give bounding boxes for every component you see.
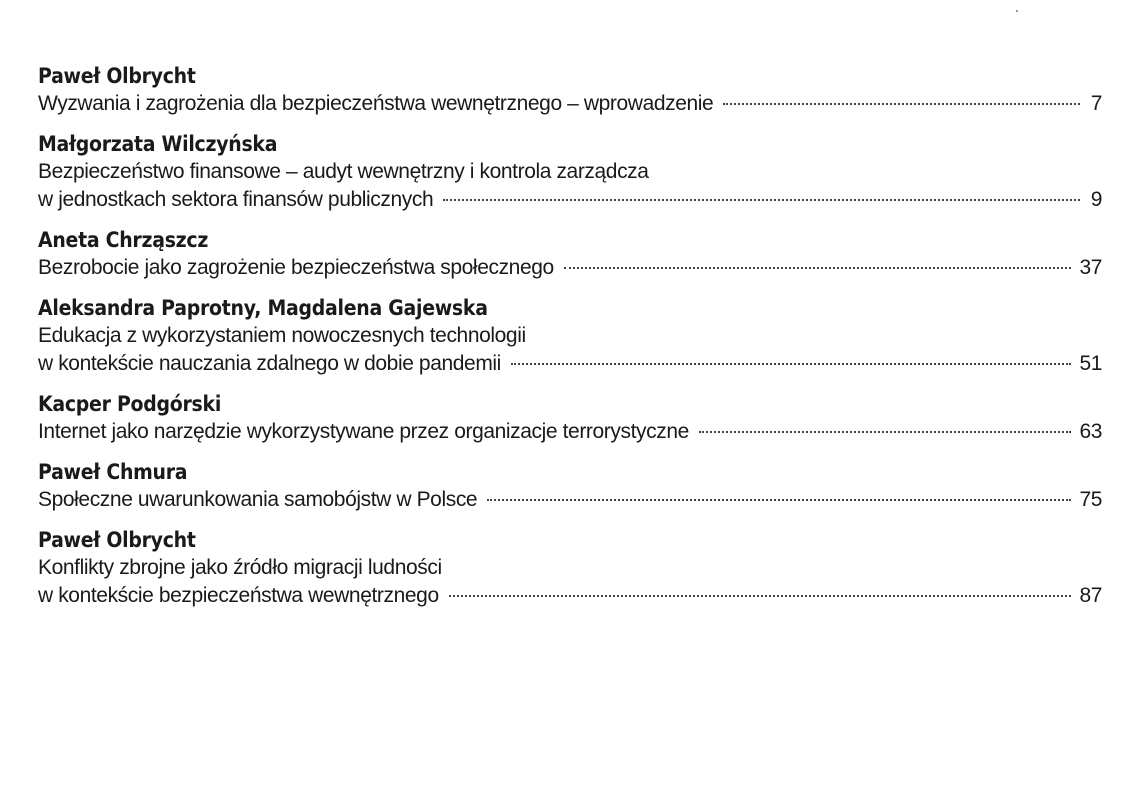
entry-title-line — [38, 90, 1102, 118]
toc-entry — [38, 458, 1102, 514]
dot-leader — [564, 267, 1072, 269]
scan-speck — [1016, 10, 1018, 12]
dot-leader — [443, 199, 1080, 201]
toc-entry — [38, 226, 1102, 282]
entry-title: Internet jako narzędzie wykorzystywane przez organizacje terrorystyczne — [38, 420, 689, 443]
toc-entry — [38, 62, 1102, 118]
entry-author: Paweł Chmura — [38, 460, 188, 484]
page-number: 37 — [1079, 256, 1102, 279]
entry-title-line — [38, 582, 1102, 610]
entry-title: Bezpieczeństwo finansowe – audyt wewnętrzny i kontrola zarządcza — [38, 160, 649, 183]
entry-title: Edukacja z wykorzystaniem nowoczesnych technologii — [38, 324, 526, 347]
dot-leader — [511, 363, 1071, 365]
entry-author: Aleksandra Paprotny, Magdalena Gajewska — [38, 296, 488, 320]
entry-title: w kontekście nauczania zdalnego w dobie pandemii — [38, 352, 501, 375]
entry-author: Paweł Olbrycht — [38, 528, 196, 552]
toc-entry — [38, 390, 1102, 446]
toc-entry — [38, 294, 1102, 378]
page-number: 75 — [1079, 488, 1102, 511]
entry-title: Wyzwania i zagrożenia dla bezpieczeństwa wewnętrznego – wprowadzenie — [38, 92, 714, 115]
entry-title-line — [38, 350, 1102, 378]
dot-leader — [487, 499, 1071, 501]
entry-author: Małgorzata Wilczyńska — [38, 132, 278, 156]
entry-author: Kacper Podgórski — [38, 392, 222, 416]
entry-title-line — [38, 254, 1102, 282]
entry-title: w jednostkach sektora finansów publicznych — [38, 188, 434, 211]
page-number: 9 — [1090, 188, 1102, 211]
entry-title-line — [38, 486, 1102, 514]
entry-author: Paweł Olbrycht — [38, 64, 196, 88]
dot-leader — [449, 595, 1072, 597]
entry-title: Społeczne uwarunkowania samobójstw w Polsce — [38, 488, 478, 511]
table-of-contents — [38, 62, 1102, 622]
entry-title: w kontekście bezpieczeństwa wewnętrznego — [38, 584, 439, 607]
page-number: 63 — [1079, 420, 1102, 443]
dot-leader — [699, 431, 1072, 433]
entry-title: Konflikty zbrojne jako źródło migracji ludności — [38, 556, 442, 579]
page-number: 87 — [1079, 584, 1102, 607]
entry-author: Aneta Chrząszcz — [38, 228, 209, 252]
dot-leader — [723, 103, 1080, 105]
page-number: 51 — [1079, 352, 1102, 375]
toc-entry — [38, 130, 1102, 214]
entry-title-line — [38, 322, 1102, 350]
entry-title-line — [38, 418, 1102, 446]
page-number: 7 — [1090, 92, 1102, 115]
toc-entry — [38, 526, 1102, 610]
entry-title-line — [38, 158, 1102, 186]
entry-title: Bezrobocie jako zagrożenie bezpieczeństwa społecznego — [38, 256, 554, 279]
entry-title-line — [38, 554, 1102, 582]
entry-title-line — [38, 186, 1102, 214]
